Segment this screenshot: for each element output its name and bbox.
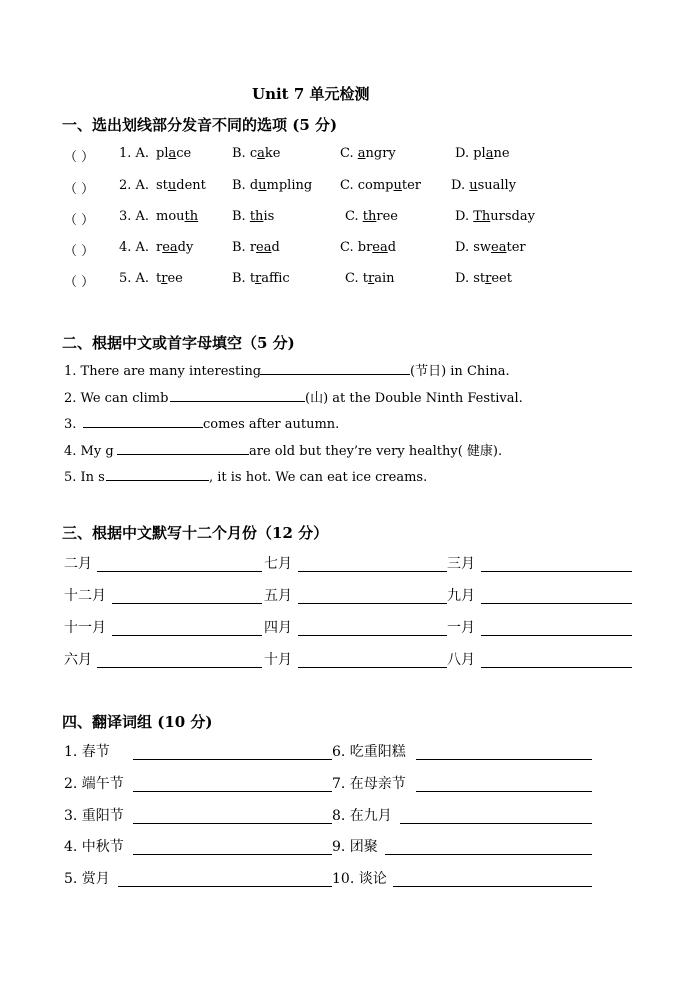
sentence-start: 1. There are many interesting (64, 364, 262, 379)
option-a (156, 209, 198, 227)
option-d-word: D. street (455, 271, 512, 286)
page-title: Unit 7 单元检测 (252, 85, 370, 103)
option-b (232, 240, 280, 258)
option-b-word: B. traffic (232, 271, 290, 286)
month-label: 九月 (447, 588, 475, 604)
answer-paren[interactable]: （ ） (64, 182, 95, 197)
answer-line[interactable] (133, 759, 332, 760)
section-1-heading: 一、选出划线部分发音不同的选项 (5 分) (62, 116, 338, 134)
phrase-label: 4. 中秋节 (64, 839, 124, 855)
answer-paren[interactable]: （ ） (64, 275, 95, 290)
option-b-word: B. read (232, 240, 280, 255)
option-b-word: B. cake (232, 146, 281, 161)
answer-blank[interactable] (106, 467, 209, 481)
answer-line[interactable] (416, 791, 592, 792)
option-a-word: place (156, 146, 192, 161)
answer-line[interactable] (385, 854, 592, 855)
month-label: 六月 (64, 652, 92, 668)
answer-line[interactable] (298, 571, 447, 572)
option-c-word: C. angry (340, 146, 396, 161)
question-number: 1. A. (119, 146, 150, 161)
month-label: 二月 (64, 556, 92, 572)
sentence-end: (节日) in China. (410, 364, 510, 379)
option-c-word: C. computer (340, 178, 422, 193)
answer-line[interactable] (133, 791, 332, 792)
section-2-heading: 二、根据中文或首字母填空（5 分) (62, 334, 295, 352)
option-a-word: tree (156, 271, 183, 286)
option-d (455, 209, 535, 227)
option-c-word: C. train (345, 271, 395, 286)
section-4-heading: 四、翻译词组 (10 分) (62, 713, 213, 731)
question-number: 2. A. (119, 178, 150, 193)
phrase-label: 6. 吃重阳糕 (332, 744, 406, 760)
answer-line[interactable] (416, 759, 592, 760)
fill-blank-row (64, 467, 427, 485)
option-c (345, 271, 394, 289)
answer-line[interactable] (400, 823, 592, 824)
answer-paren[interactable]: （ ） (64, 244, 95, 259)
option-c (340, 178, 421, 196)
answer-line[interactable] (97, 667, 262, 668)
answer-line[interactable] (481, 603, 632, 604)
answer-blank[interactable] (170, 388, 305, 402)
option-d (451, 178, 516, 196)
option-c (345, 209, 398, 227)
month-label: 十一月 (64, 620, 106, 636)
option-b (232, 178, 312, 196)
phrase-label: 5. 赏月 (64, 871, 110, 887)
phrase-label: 3. 重阳节 (64, 808, 124, 824)
month-label: 四月 (264, 620, 292, 636)
option-d-word: D. plane (455, 146, 510, 161)
question-number: 3. A. (119, 209, 150, 224)
option-d-word: D. usually (451, 178, 517, 193)
month-label: 三月 (447, 556, 475, 572)
sentence-end: are old but they’re very healthy( 健康). (249, 444, 503, 459)
answer-line[interactable] (481, 667, 632, 668)
answer-blank[interactable] (117, 441, 249, 455)
answer-line[interactable] (481, 635, 632, 636)
option-d-word: D. Thursday (455, 209, 535, 224)
month-label: 十二月 (64, 588, 106, 604)
option-a (156, 146, 191, 164)
answer-blank[interactable] (83, 414, 203, 428)
phrase-label: 10. 谈论 (332, 871, 387, 887)
month-label: 一月 (447, 620, 475, 636)
option-d (455, 146, 510, 164)
option-a (156, 271, 183, 289)
sentence-end: comes after autumn. (203, 417, 340, 432)
option-a (156, 240, 193, 258)
question-number: 4. A. (119, 240, 150, 255)
answer-line[interactable] (393, 886, 592, 887)
month-label: 十月 (264, 652, 292, 668)
sentence-start: 4. My g (64, 444, 114, 459)
answer-paren[interactable]: （ ） (64, 213, 95, 228)
sentence-end: (山) at the Double Ninth Festival. (305, 391, 523, 406)
section-3-heading: 三、根据中文默写十二个月份（12 分） (62, 524, 329, 542)
option-b-word: B. dumpling (232, 178, 313, 193)
fill-blank-row (64, 387, 523, 405)
answer-line[interactable] (298, 667, 447, 668)
answer-line[interactable] (118, 886, 332, 887)
option-d (455, 271, 512, 289)
answer-line[interactable] (133, 823, 332, 824)
sentence-start: 2. We can climb (64, 391, 169, 406)
option-b (232, 271, 290, 289)
option-d-word: D. sweater (455, 240, 526, 255)
option-a-word: ready (156, 240, 194, 255)
option-b (232, 146, 280, 164)
answer-line[interactable] (133, 854, 332, 855)
phrase-label: 8. 在九月 (332, 808, 392, 824)
answer-paren[interactable]: （ ） (64, 150, 95, 165)
option-a (156, 178, 206, 196)
answer-line[interactable] (112, 635, 262, 636)
option-d (455, 240, 526, 258)
phrase-label: 7. 在母亲节 (332, 776, 406, 792)
option-c-word: C. three (345, 209, 398, 224)
answer-line[interactable] (97, 571, 262, 572)
fill-blank-row (64, 414, 339, 432)
option-b-word: B. this (232, 209, 275, 224)
answer-blank[interactable] (260, 361, 410, 375)
option-c (340, 146, 396, 164)
answer-line[interactable] (112, 603, 262, 604)
month-label: 五月 (264, 588, 292, 604)
answer-line[interactable] (481, 571, 632, 572)
fill-blank-row (64, 360, 510, 378)
option-a-word: mouth (156, 209, 199, 224)
phrase-label: 2. 端午节 (64, 776, 124, 792)
phrase-label: 9. 团聚 (332, 839, 378, 855)
answer-line[interactable] (298, 603, 447, 604)
option-a-word: student (156, 178, 206, 193)
phrase-label: 1. 春节 (64, 744, 110, 760)
sentence-start: 3. (64, 417, 77, 432)
question-number: 5. A. (119, 271, 150, 286)
sentence-start: 5. In s (64, 470, 105, 485)
option-b (232, 209, 274, 227)
answer-line[interactable] (298, 635, 447, 636)
month-label: 七月 (264, 556, 292, 572)
month-label: 八月 (447, 652, 475, 668)
fill-blank-row (64, 440, 502, 458)
option-c-word: C. bread (340, 240, 397, 255)
option-c (340, 240, 396, 258)
sentence-end: , it is hot. We can eat ice creams. (209, 470, 428, 485)
